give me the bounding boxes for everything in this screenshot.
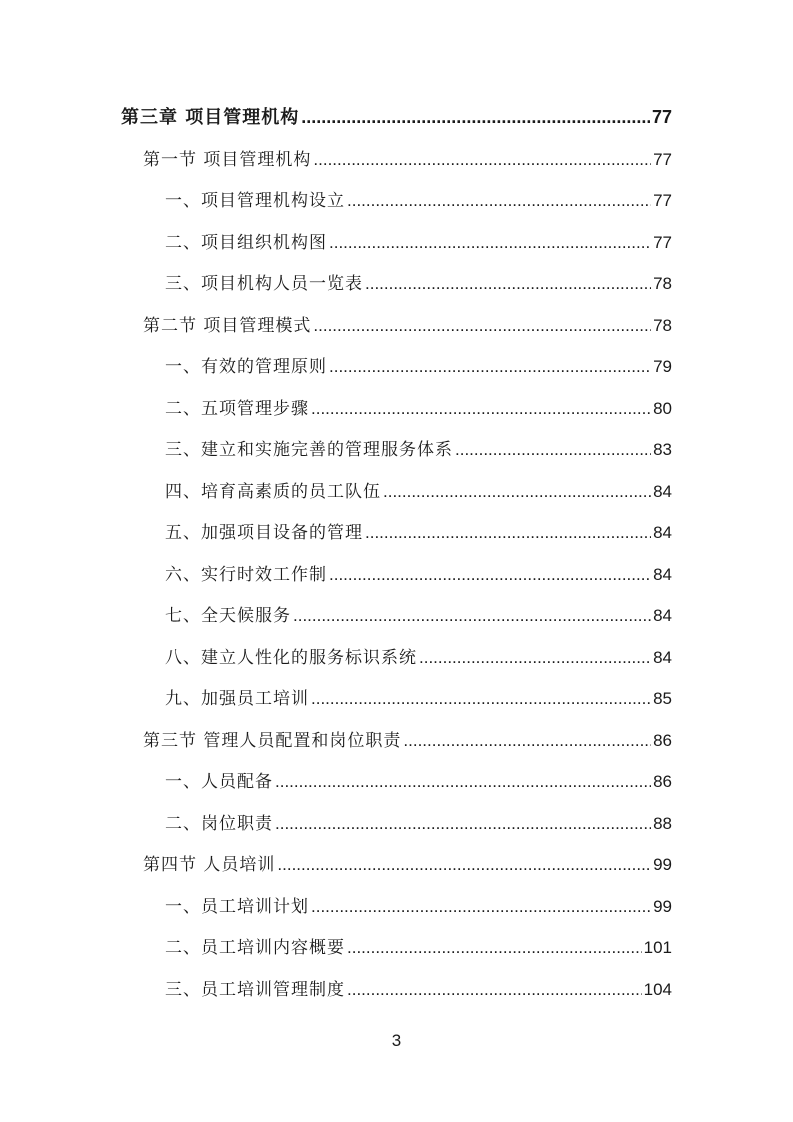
toc-leader-dots [277, 855, 651, 875]
toc-entry-label: 一、员工培训计划 [165, 897, 309, 917]
toc-entry-item[interactable] [165, 518, 672, 548]
toc-entry-page: 101 [643, 938, 672, 957]
toc-entry-label: 九、加强员工培训 [165, 689, 309, 709]
toc-entry-page: 77 [653, 191, 672, 210]
toc-entry-item[interactable] [165, 933, 672, 963]
toc-entry-item[interactable] [165, 767, 672, 797]
toc-entry-page: 85 [653, 689, 672, 708]
toc-leader-dots [311, 897, 651, 917]
toc-entry-item[interactable] [165, 186, 672, 216]
toc-entry-item[interactable] [165, 352, 672, 382]
toc-entry-page: 78 [653, 316, 672, 335]
toc-entry-page: 99 [653, 855, 672, 874]
toc-entry-item[interactable] [165, 892, 672, 922]
toc-entry-item[interactable] [165, 435, 672, 465]
toc-entry-label: 二、项目组织机构图 [165, 233, 327, 253]
toc-entry-page: 84 [653, 606, 672, 625]
toc-leader-dots [347, 980, 642, 1000]
toc-entry-item[interactable] [165, 560, 672, 590]
toc-entry-item[interactable] [165, 394, 672, 424]
toc-leader-dots [383, 482, 651, 502]
toc-entry-label: 四、培育高素质的员工队伍 [165, 482, 381, 502]
toc-entry-section-1[interactable] [143, 145, 672, 175]
toc-entry-label: 三、员工培训管理制度 [165, 980, 345, 1000]
toc-entry-label: 二、五项管理步骤 [165, 399, 309, 419]
toc-leader-dots [419, 648, 651, 668]
toc-entry-label: 一、人员配备 [165, 772, 273, 792]
toc-entry-chapter-3[interactable] [121, 103, 672, 133]
toc-entry-page: 84 [653, 648, 672, 667]
toc-entry-section-2[interactable] [143, 311, 672, 341]
toc-leader-dots [329, 233, 651, 253]
toc-entry-label: 二、岗位职责 [165, 814, 273, 834]
toc-entry-page: 84 [653, 482, 672, 501]
toc-leader-dots [313, 316, 651, 336]
toc-entry-page: 84 [653, 523, 672, 542]
toc-entry-page: 86 [653, 731, 672, 750]
toc-entry-section-4[interactable] [143, 850, 672, 880]
toc-entry-label: 六、实行时效工作制 [165, 565, 327, 585]
toc-entry-section-3[interactable] [143, 726, 672, 756]
toc-leader-dots [365, 523, 651, 543]
toc-leader-dots [455, 440, 651, 460]
toc-leader-dots [275, 814, 651, 834]
toc-leader-dots [311, 689, 651, 709]
toc-leader-dots [347, 938, 642, 958]
toc-leader-dots [365, 274, 651, 294]
toc-entry-page: 88 [653, 814, 672, 833]
toc-leader-dots [403, 731, 651, 751]
toc-entry-page: 79 [653, 357, 672, 376]
toc-leader-dots [347, 191, 651, 211]
toc-entry-item[interactable] [165, 601, 672, 631]
toc-entry-page: 84 [653, 565, 672, 584]
toc-entry-page: 80 [653, 399, 672, 418]
toc-entry-label: 第四节 人员培训 [143, 855, 276, 875]
toc-entry-page: 77 [651, 107, 672, 127]
toc-entry-label: 第三节 管理人员配置和岗位职责 [143, 731, 402, 751]
toc-entry-page: 78 [653, 274, 672, 293]
toc-leader-dots [313, 150, 651, 170]
toc-entry-item[interactable] [165, 643, 672, 673]
toc-entry-page: 77 [653, 150, 672, 169]
toc-leader-dots [329, 357, 651, 377]
toc-entry-label: 第二节 项目管理模式 [143, 316, 312, 336]
toc-leader-dots [293, 606, 651, 626]
toc-entry-item[interactable] [165, 228, 672, 258]
toc-entry-item[interactable] [165, 684, 672, 714]
toc-entry-label: 一、项目管理机构设立 [165, 191, 345, 211]
toc-entry-label: 八、建立人性化的服务标识系统 [165, 648, 417, 668]
toc-entry-item[interactable] [165, 269, 672, 299]
toc-leader-dots [275, 772, 651, 792]
toc-entry-item[interactable] [165, 975, 672, 1005]
toc-entry-label: 第三章 项目管理机构 [121, 107, 300, 128]
toc-entry-label: 第一节 项目管理机构 [143, 150, 312, 170]
toc-entry-label: 二、员工培训内容概要 [165, 938, 345, 958]
toc-entry-label: 一、有效的管理原则 [165, 357, 327, 377]
toc-entry-page: 99 [653, 897, 672, 916]
toc-entry-item[interactable] [165, 809, 672, 839]
toc-entry-page: 104 [643, 980, 672, 999]
toc-leader-dots [311, 399, 651, 419]
toc-leader-dots [301, 107, 650, 128]
toc-entry-label: 三、项目机构人员一览表 [165, 274, 363, 294]
toc-entry-page: 77 [653, 233, 672, 252]
toc-entry-page: 83 [653, 440, 672, 459]
toc-entry-item[interactable] [165, 477, 672, 507]
toc-entry-label: 三、建立和实施完善的管理服务体系 [165, 440, 453, 460]
toc-leader-dots [329, 565, 651, 585]
toc-entry-label: 七、全天候服务 [165, 606, 291, 626]
toc-entry-page: 86 [653, 772, 672, 791]
toc-entry-label: 五、加强项目设备的管理 [165, 523, 363, 543]
page-number: 3 [391, 1031, 402, 1050]
